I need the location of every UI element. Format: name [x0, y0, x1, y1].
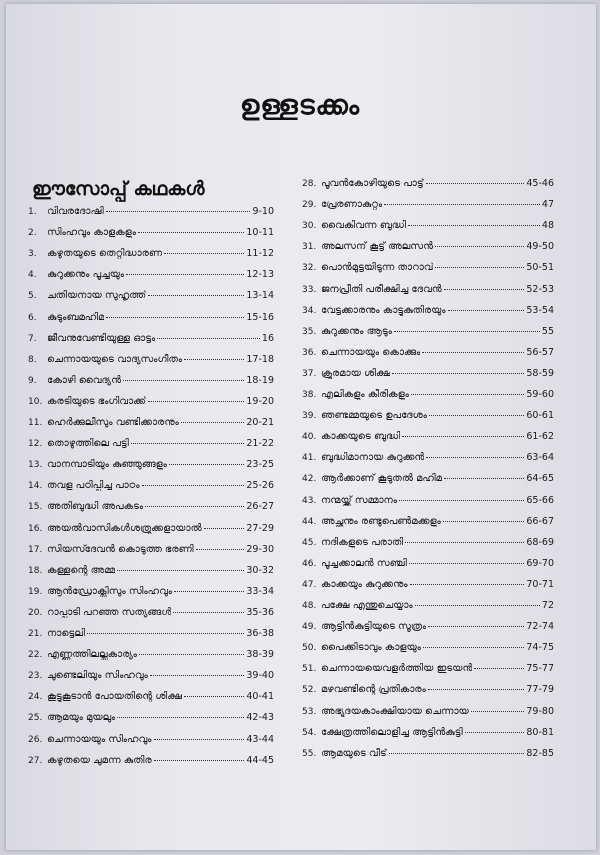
toc-entry-pages: 59-60	[526, 389, 554, 400]
dot-leader	[184, 358, 244, 360]
toc-entry-pages: 27-29	[246, 522, 274, 534]
dot-leader	[145, 505, 244, 507]
toc-entry-number: 15.	[28, 502, 43, 513]
toc-entry-pages: 19-20	[246, 395, 274, 407]
toc-entry-number: 28.	[302, 179, 317, 189]
toc-entry-pages: 60-61	[526, 410, 554, 422]
toc-entry-pages: 64-65	[526, 473, 554, 485]
dot-leader	[384, 203, 540, 205]
toc-entry	[302, 748, 554, 759]
toc-entry-title: അച്ഛനും രണ്ടുപെൺമക്കളും	[321, 515, 441, 527]
toc-entry-pages: 15-16	[246, 311, 274, 323]
dot-leader	[411, 393, 524, 395]
toc-entry-title: ചെന്നായയുടെ വാദ്യസംഗീതം	[47, 353, 183, 365]
toc-entry-pages: 16	[261, 332, 274, 344]
toc-entry	[28, 375, 274, 386]
toc-entry-number: 24.	[28, 692, 43, 703]
toc-entry-title: നാട്ടെലി	[47, 628, 86, 639]
toc-entry-number: 47.	[302, 579, 317, 590]
toc-entry-number: 42.	[302, 474, 317, 485]
toc-entry-title: കാക്കയും കുറുക്കനും	[321, 578, 408, 590]
dot-leader	[181, 421, 245, 423]
toc-entry-title: ബുദ്ധിമാനായ കുറുക്കൻ	[321, 452, 425, 464]
dot-leader	[106, 316, 244, 318]
dot-leader	[150, 674, 245, 676]
toc-entry-pages: 58-59	[526, 367, 554, 379]
toc-entry-pages: 79-80	[526, 705, 554, 717]
toc-entry-title: കുറുക്കനും പൂച്ചയും	[47, 269, 125, 281]
dot-leader	[444, 288, 525, 290]
toc-entry	[302, 326, 554, 337]
toc-entry-number: 30.	[302, 221, 317, 232]
toc-entry-number: 51.	[302, 664, 317, 675]
toc-entry-number: 13.	[28, 460, 43, 471]
dot-leader	[123, 379, 244, 381]
toc-entry	[28, 312, 274, 323]
toc-entry-number: 40.	[302, 432, 317, 443]
toc-entry	[302, 262, 554, 273]
toc-entry	[28, 290, 274, 301]
toc-entry-pages: 26-27	[246, 501, 274, 513]
toc-entry-number: 18.	[28, 565, 43, 576]
toc-entry-pages: 50-51	[526, 262, 554, 274]
toc-entry	[302, 621, 554, 632]
toc-entry-title: ആർക്കാണ് കൂടുതൽ മഹിമ	[321, 473, 442, 485]
toc-entry-pages: 25-26	[246, 480, 274, 492]
toc-entry-number: 54.	[302, 727, 317, 738]
toc-entry	[302, 347, 554, 358]
toc-entry-title: കുറുക്കനും ആടും	[321, 325, 392, 337]
dot-leader	[428, 625, 524, 627]
toc-entry-title: ജീവനുവേണ്ടിയുള്ള ഓട്ടം	[47, 332, 156, 344]
toc-entry-pages: 29-30	[246, 543, 274, 555]
toc-entry-title: സിംഹവും കാളകളും	[47, 227, 137, 239]
toc-entry-number: 43.	[302, 495, 317, 506]
toc-entry	[302, 452, 554, 463]
toc-entry-pages: 30-32	[246, 564, 274, 576]
toc-entry-number: 9.	[28, 375, 37, 386]
toc-entry-title: ആമയുടെ വീട്	[321, 747, 387, 759]
toc-entry-pages: 23-25	[246, 459, 274, 471]
toc-entry-pages: 38-39	[246, 649, 274, 661]
toc-entry-number: 6.	[28, 312, 37, 323]
toc-entry-number: 8.	[28, 354, 37, 365]
toc-entry-number: 11.	[28, 418, 43, 428]
toc-entry	[28, 649, 274, 660]
toc-entry-number: 53.	[302, 706, 317, 717]
dot-leader	[429, 414, 525, 416]
toc-entry-number: 41.	[302, 453, 317, 464]
toc-entry-number: 52.	[302, 685, 317, 696]
toc-entry-title: നന്മയ്ക്ക് സമ്മാനം	[321, 494, 398, 506]
toc-entry	[302, 199, 554, 210]
dot-leader	[117, 716, 244, 718]
toc-entry-number: 14.	[28, 481, 43, 492]
dot-leader	[443, 520, 525, 522]
toc-entry-pages: 45-46	[526, 178, 554, 189]
toc-entry-pages: 56-57	[526, 346, 554, 358]
toc-entry	[28, 417, 274, 428]
section-subtitle: ഈസോപ്പ് കഥകൾ	[32, 178, 205, 200]
toc-entry-pages: 20-21	[246, 417, 274, 428]
toc-entry-pages: 77-79	[526, 684, 554, 696]
toc-entry-title: പക്ഷേ എന്തുചെയ്യാം	[321, 600, 413, 611]
dot-leader	[184, 695, 245, 697]
dot-leader	[392, 372, 524, 374]
dot-leader	[435, 245, 524, 247]
toc-entry	[28, 712, 274, 723]
toc-entry-pages: 68-69	[526, 536, 554, 548]
toc-entry	[28, 333, 274, 344]
dot-leader	[148, 294, 244, 296]
toc-entry-title: തവള പഠിപ്പിച്ച പാഠം	[47, 480, 140, 492]
toc-entry-title: കാക്കയുടെ ബുദ്ധി	[321, 431, 401, 443]
toc-entry-pages: 53-54	[526, 304, 554, 316]
toc-entry-title: ചതിയനായ സുഹൃത്ത്	[47, 290, 147, 302]
toc-entry-pages: 42-43	[246, 712, 274, 724]
toc-entry	[302, 368, 554, 379]
toc-entry-number: 55.	[302, 748, 317, 759]
toc-entry-number: 20.	[28, 607, 43, 618]
toc-entry-number: 12.	[28, 439, 43, 450]
toc-entry	[302, 579, 554, 590]
toc-entry	[28, 206, 274, 217]
toc-entry	[302, 516, 554, 527]
dot-leader	[410, 583, 525, 585]
dot-leader	[87, 632, 244, 634]
toc-entry-number: 37.	[302, 368, 317, 379]
page-title: ഉള്ളടക്കം	[239, 90, 361, 121]
toc-entry-pages: 33-34	[246, 585, 274, 597]
toc-entry-pages: 74-75	[526, 642, 554, 654]
toc-entry	[28, 354, 274, 365]
toc-entry-title: പൊൻമുട്ടയിടുന്ന താറാവ്	[321, 262, 434, 274]
toc-entry-title: ഹെർക്കുലീസും വണ്ടിക്കാരനും	[47, 417, 179, 428]
dot-leader	[422, 351, 524, 353]
toc-entry-pages: 72	[541, 600, 554, 611]
toc-entry-title: വേട്ടക്കാരനും കാട്ടുകുതിരയും	[321, 304, 446, 316]
toc-entry-number: 25.	[28, 713, 43, 724]
toc-entry	[302, 284, 554, 295]
toc-entry-number: 1.	[28, 207, 37, 217]
dot-leader	[448, 309, 525, 311]
toc-entry-pages: 48	[541, 220, 554, 232]
toc-entry	[302, 684, 554, 695]
dot-leader	[465, 731, 525, 733]
dot-leader	[173, 611, 244, 613]
toc-entry-number: 27.	[28, 755, 43, 766]
toc-entry	[28, 459, 274, 470]
dot-leader	[408, 224, 540, 226]
toc-entry	[28, 227, 274, 238]
toc-entry-pages: 21-22	[246, 438, 274, 450]
toc-entry-pages: 69-70	[526, 557, 554, 569]
toc-entry-title: എണ്ണത്തിലല്ലകാര്യം	[47, 649, 137, 661]
dot-leader	[169, 463, 244, 465]
toc-entry-pages: 80-81	[526, 726, 554, 738]
toc-entry-number: 36.	[302, 347, 317, 358]
toc-entry	[302, 537, 554, 548]
toc-entry	[28, 586, 274, 597]
toc-entry	[302, 706, 554, 717]
toc-entry-number: 21.	[28, 629, 43, 639]
toc-entry-number: 5.	[28, 291, 37, 302]
dot-leader	[139, 653, 244, 655]
toc-entry	[28, 565, 274, 576]
toc-entry-title: പ്രേരണാകുറ്റം	[321, 199, 383, 211]
dot-leader	[389, 752, 525, 754]
toc-entry-title: വിവരദോഷി	[47, 206, 104, 217]
dot-leader	[131, 442, 245, 444]
toc-entry-title: വൈകിവന്ന ബുദ്ധി	[321, 220, 407, 232]
toc-entry-pages: 82-85	[526, 747, 554, 759]
toc-entry-number: 10.	[28, 396, 43, 407]
toc-entry	[28, 480, 274, 491]
toc-entry-pages: 63-64	[526, 452, 554, 464]
toc-entry-number: 29.	[302, 200, 317, 211]
toc-entry-title: കൂട്ടുകൂടാൻ പോയതിന്റെ ശിക്ഷ	[47, 691, 182, 703]
toc-entry-title: പൈക്കിടാവും കാളയും	[321, 642, 421, 654]
dot-leader	[428, 688, 525, 690]
toc-entry-title: ചുണ്ടെലിയും സിംഹവും	[47, 670, 148, 682]
toc-entry-title: ക്രൂരമായ ശിക്ഷ	[321, 367, 391, 379]
toc-entry-pages: 43-44	[246, 733, 274, 745]
toc-entry-pages: 11-12	[246, 248, 274, 260]
toc-entry-pages: 75-77	[526, 663, 554, 675]
toc-entry-title: കഴുതയുടെ തെറ്റിദ്ധാരണ	[47, 248, 163, 260]
toc-entry	[302, 241, 554, 252]
toc-entry	[28, 755, 274, 766]
toc-entry-title: ആമയും മുയലും	[47, 712, 116, 724]
toc-entry	[302, 495, 554, 506]
toc-entry-title: ഞണ്ടമ്മയുടെ ഉപദേശം	[321, 410, 427, 422]
toc-entry-title: ചെന്നായയും കൊക്കും	[321, 346, 421, 358]
toc-entry-pages: 13-14	[246, 290, 274, 302]
toc-entry	[28, 691, 274, 702]
toc-entry	[302, 178, 554, 189]
toc-entry-pages: 10-11	[246, 227, 274, 239]
dot-leader	[154, 759, 245, 761]
dot-leader	[174, 590, 244, 592]
toc-entry-number: 7.	[28, 333, 37, 344]
toc-entry-title: പൂവൻകോഴിയുടെ പാട്ട്	[321, 178, 424, 189]
toc-entry-number: 39.	[302, 411, 317, 422]
toc-entry-number: 44.	[302, 516, 317, 527]
toc-entry-number: 3.	[28, 249, 37, 260]
toc-entry	[28, 607, 274, 618]
dot-leader	[126, 273, 244, 275]
toc-entry-title: അതിബുദ്ധി അപകടം	[47, 501, 144, 513]
toc-entry	[28, 438, 274, 449]
toc-entry-pages: 36-38	[246, 628, 274, 639]
dot-leader	[148, 400, 244, 402]
dot-leader	[204, 527, 245, 529]
toc-entry-title: റാപ്പാടി പറഞ്ഞ സത്യങ്ങൾ	[47, 606, 172, 618]
toc-entry-title: ചെന്നായയെവളർത്തിയ ഇടയൻ	[321, 663, 473, 675]
toc-entry-pages: 52-53	[526, 283, 554, 295]
toc-entry-title: നദികളുടെ പരാതി	[321, 536, 404, 548]
toc-entry-number: 49.	[302, 622, 317, 633]
toc-entry-number: 48.	[302, 601, 317, 611]
toc-entry-title: ജനപ്രീതി പരീക്ഷിച്ച ദേവൻ	[321, 283, 442, 295]
toc-entry-number: 34.	[302, 305, 317, 316]
toc-entry-pages: 44-45	[246, 754, 274, 766]
toc-entry-title: വാനമ്പാടിയും കുഞ്ഞുങ്ങളും	[47, 459, 167, 471]
toc-entry-number: 38.	[302, 390, 317, 400]
toc-entry	[28, 501, 274, 512]
dot-leader	[157, 337, 260, 339]
dot-leader	[164, 252, 244, 254]
toc-entry-number: 26.	[28, 734, 43, 745]
toc-entry-pages: 40-41	[246, 691, 274, 703]
toc-entry-title: കുടുംബമഹിമ	[47, 311, 105, 323]
toc-entry-pages: 65-66	[526, 494, 554, 506]
toc-entry-title: കരടിയുടെ ഭംഗിവാക്ക്	[47, 395, 146, 407]
toc-entry	[302, 600, 554, 611]
dot-leader	[423, 646, 524, 648]
dot-leader	[106, 210, 251, 212]
toc-entry-title: ആൻഡ്രോക്ലിസും സിംഹവും	[47, 585, 173, 597]
dot-leader	[394, 330, 540, 332]
dot-leader	[435, 266, 524, 268]
toc-entry	[302, 431, 554, 442]
toc-entry-title: എലികളും കീരികളും	[321, 389, 409, 400]
toc-entry-number: 45.	[302, 537, 317, 548]
toc-entry-pages: 49-50	[526, 241, 554, 253]
dot-leader	[409, 562, 525, 564]
toc-entry	[302, 558, 554, 569]
toc-entry-number: 31.	[302, 242, 317, 253]
toc-entry-pages: 72-74	[526, 621, 554, 633]
toc-entry-number: 16.	[28, 523, 43, 534]
toc-entry	[28, 523, 274, 534]
toc-entry-number: 50.	[302, 643, 317, 654]
toc-entry-title: ക്ഷേത്രത്തിലൊളിച്ച ആട്ടിൻകുട്ടി	[321, 726, 463, 738]
toc-entry-pages: 39-40	[246, 670, 274, 682]
toc-entry-title: തൊഴുത്തിലെ പട്ടി	[47, 438, 129, 450]
dot-leader	[117, 569, 244, 571]
toc-entry-pages: 70-71	[526, 578, 554, 590]
toc-entry	[302, 220, 554, 231]
dot-leader	[405, 541, 524, 543]
toc-entry	[28, 248, 274, 259]
dot-leader	[138, 231, 244, 233]
dot-leader	[402, 435, 524, 437]
dot-leader	[196, 548, 245, 550]
toc-entry	[302, 727, 554, 738]
toc-entry	[302, 642, 554, 653]
toc-entry-pages: 55	[541, 325, 554, 337]
toc-entry-pages: 12-13	[246, 269, 274, 281]
toc-entry	[28, 269, 274, 280]
toc-entry	[28, 544, 274, 555]
toc-entry-number: 19.	[28, 586, 43, 597]
toc-entry-title: കോഴി വൈദ്യൻ	[47, 374, 122, 386]
dot-leader	[426, 456, 524, 458]
toc-entry	[302, 473, 554, 484]
toc-entry-number: 4.	[28, 270, 37, 281]
dot-leader	[471, 710, 525, 712]
toc-entry-number: 35.	[302, 326, 317, 337]
toc-entry	[302, 410, 554, 421]
dot-leader	[426, 182, 525, 184]
dot-leader	[474, 667, 524, 669]
toc-entry-number: 23.	[28, 671, 43, 682]
toc-entry-pages: 18-19	[246, 374, 274, 386]
toc-entry-title: അയൽവാസികൾശത്രുക്കളായാൽ	[47, 522, 202, 534]
toc-entry-pages: 35-36	[246, 606, 274, 618]
toc-entry-number: 22.	[28, 650, 43, 661]
toc-entry-number: 33.	[302, 284, 317, 295]
toc-entry	[302, 305, 554, 316]
dot-leader	[142, 484, 245, 486]
toc-entry-title: മഴവണ്ടിന്റെ പ്രതികാരം	[321, 684, 426, 696]
dot-leader	[415, 604, 540, 606]
toc-entry	[28, 396, 274, 407]
toc-entry-title: കഴുതയെ ചുമന്ന കുതിര	[47, 754, 152, 766]
toc-entry	[28, 670, 274, 681]
toc-entry-number: 32.	[302, 263, 317, 274]
toc-entry	[28, 628, 274, 639]
toc-entry-title: അലസന് കൂട്ട് അലസൻ	[321, 241, 434, 253]
toc-entry	[302, 389, 554, 400]
toc-entry	[28, 734, 274, 745]
toc-entry-title: കള്ളന്റെ അമ്മ	[47, 564, 116, 576]
toc-entry-title: ചെന്നായയും സിംഹവും	[47, 733, 152, 745]
toc-entry-pages: 47	[541, 199, 554, 211]
dot-leader	[154, 738, 245, 740]
toc-entry-pages: 17-18	[246, 353, 274, 365]
toc-entry-number: 2.	[28, 228, 37, 239]
dot-leader	[444, 477, 524, 479]
toc-entry-title: സിയസ്ദേവൻ കൊടുത്ത ഭരണി	[47, 543, 194, 555]
toc-entry-title: അഭ്യുദയകാംക്ഷിയായ ചെന്നായ	[321, 705, 469, 717]
toc-entry	[302, 663, 554, 674]
toc-entry-pages: 66-67	[526, 515, 554, 527]
toc-entry-pages: 61-62	[526, 431, 554, 443]
toc-entry-title: ആട്ടിൻകുട്ടിയുടെ സൂത്രം	[321, 621, 427, 633]
toc-entry-number: 17.	[28, 544, 43, 555]
toc-entry-pages: 9-10	[252, 206, 274, 217]
dot-leader	[399, 499, 524, 501]
toc-entry-title: പൂച്ചക്കാലൻ സഞ്ചി	[321, 557, 407, 569]
toc-entry-number: 46.	[302, 558, 317, 569]
